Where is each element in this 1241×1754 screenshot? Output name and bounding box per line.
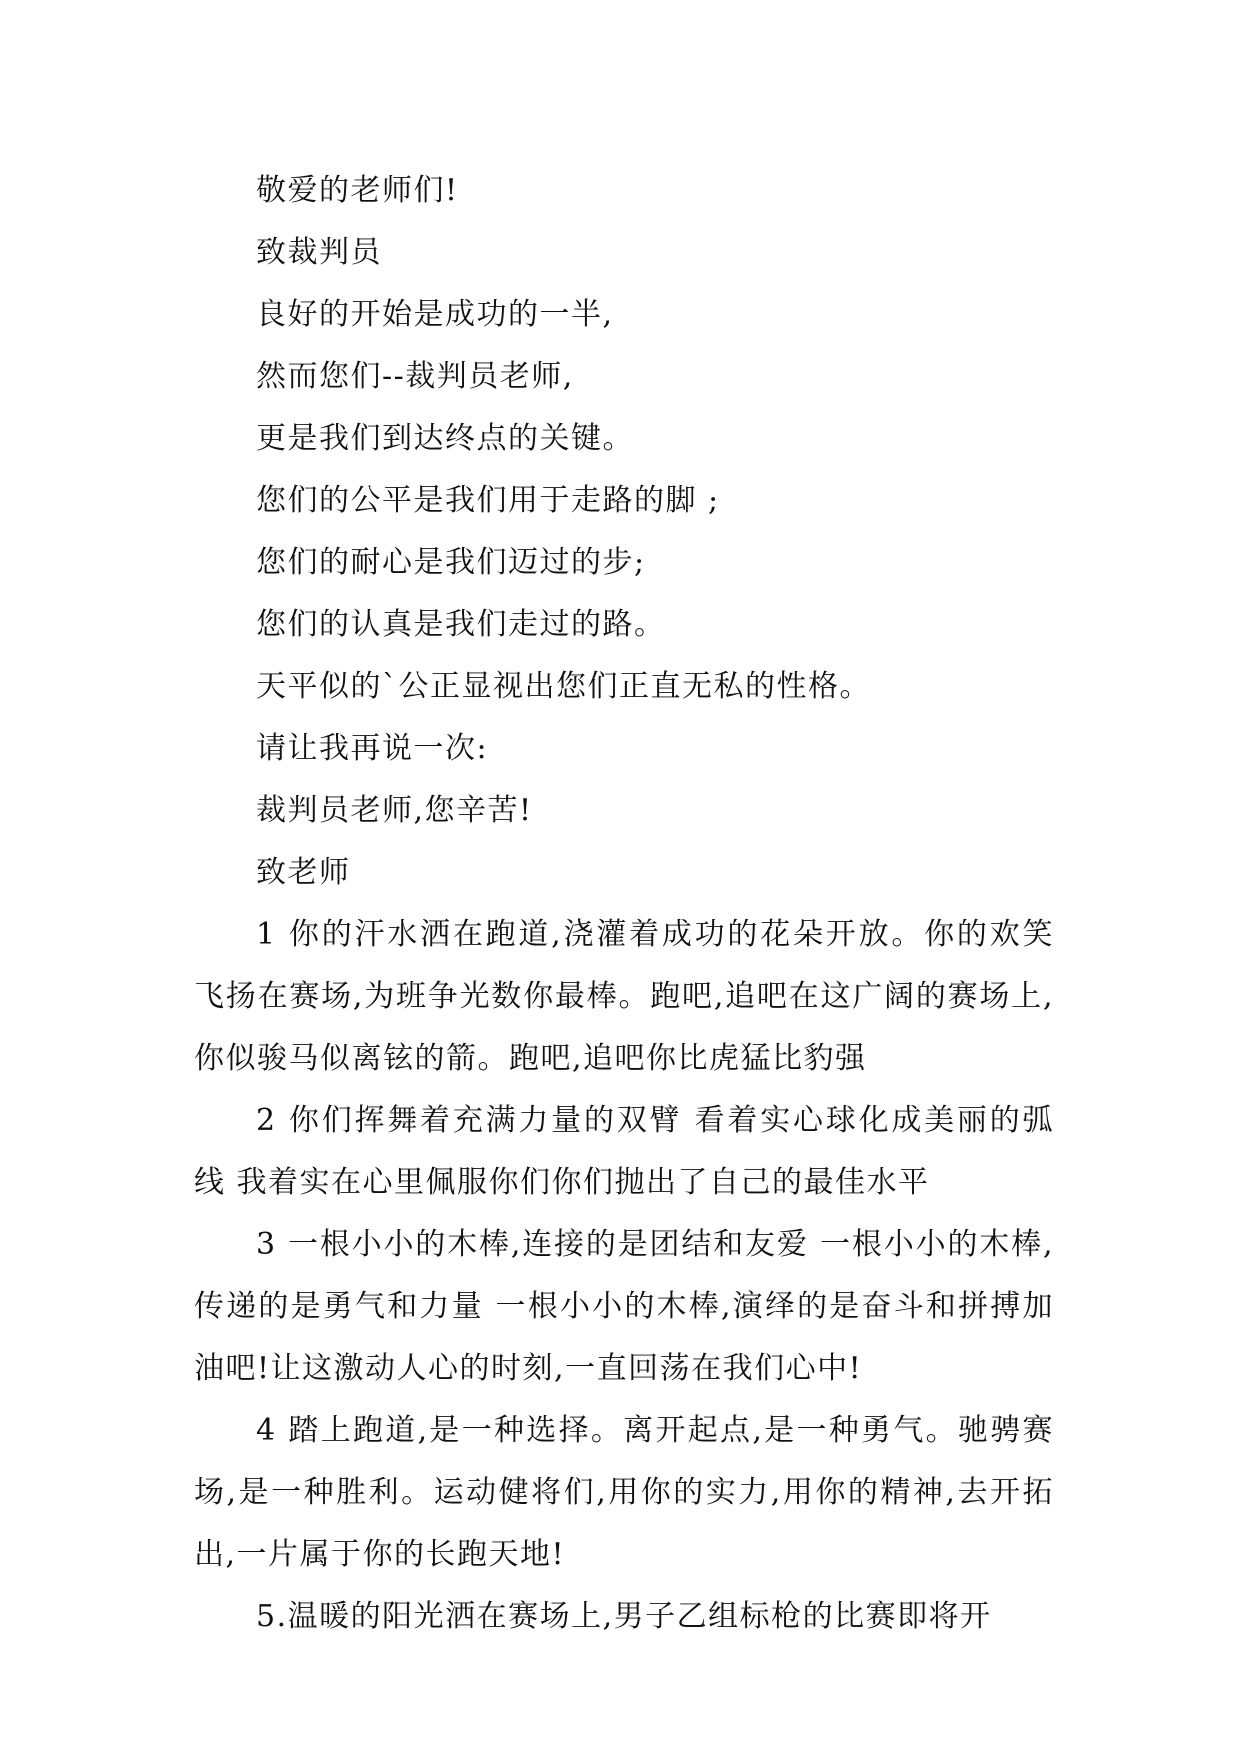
verse-line: 裁判员老师,您辛苦! [256,793,533,828]
paragraph: 5.温暖的阳光洒在赛场上,男子乙组标枪的比赛即将开 [256,1599,992,1634]
paragraph: 2 你们挥舞着充满力量的双臂 看着实心球化成美丽的弧线 我着实在心里佩服你们你们抛出了自己的最佳水平 [194,1103,1054,1200]
verse-line: 您们的公平是我们用于走路的脚 ; [256,483,720,518]
verse-line: 天平似的`公正显视出您们正直无私的性格。 [256,669,871,704]
document-body [194,160,1054,1648]
paragraph: 1 你的汗水洒在跑道,浇灌着成功的花朵开放。你的欢笑飞扬在赛场,为班争光数你最棒。跑吧,追吧在这广阔的赛场上,你似骏马似离铉的箭。跑吧,追吧你比虎猛比豹强 [194,917,1054,1076]
greeting-line: 敬爱的老师们! [256,173,459,208]
verse-line: 请让我再说一次: [256,731,489,766]
verse-line: 良好的开始是成功的一半, [256,297,614,332]
section-heading: 致裁判员 [256,235,382,270]
verse-line: 更是我们到达终点的关键。 [256,421,634,456]
paragraph: 4 踏上跑道,是一种选择。离开起点,是一种勇气。驰骋赛场,是一种胜利。运动健将们,用你的实力,用你的精神,去开拓出,一片属于你的长跑天地! [194,1413,1054,1572]
section-heading: 致老师 [256,855,351,890]
verse-line: 然而您们--裁判员老师, [256,359,574,394]
verse-line: 您们的耐心是我们迈过的步; [256,545,646,580]
paragraph: 3 一根小小的木棒,连接的是团结和友爱 一根小小的木棒,传递的是勇气和力量 一根小小的木棒,演绎的是奋斗和拼搏加油吧!让这激动人心的时刻,一直回荡在我们心中! [194,1227,1054,1386]
verse-line: 您们的认真是我们走过的路。 [256,607,666,642]
